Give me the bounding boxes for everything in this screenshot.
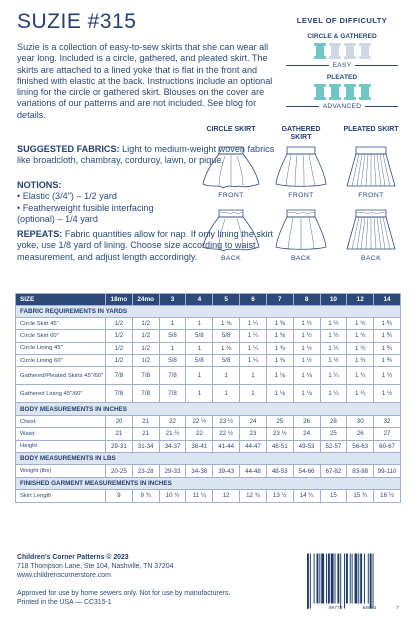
table-cell: 23-28 [132, 465, 159, 477]
barcode-digit-group: 7 [396, 606, 399, 611]
table-section-row [16, 453, 401, 465]
barcode-bar [360, 554, 362, 604]
barcode-bar [364, 554, 365, 604]
section-title: BODY MEASUREMENTS IN LBS [16, 453, 401, 465]
table-cell: 1 ⅜ [266, 342, 293, 354]
table-cell: 28 [320, 415, 347, 427]
scale-label-advanced: ADVANCED [322, 103, 362, 110]
barcode-bar [368, 554, 369, 604]
table-row [16, 342, 401, 354]
front-label: FRONT [218, 192, 244, 199]
front-label: FRONT [358, 192, 384, 199]
table-cell: 20-25 [106, 465, 133, 477]
spool-icon [314, 43, 326, 59]
table-cell: 7/8 [159, 367, 186, 385]
table-cell: 41-44 [213, 440, 240, 452]
table-cell: 1 ⅜ [266, 317, 293, 329]
table-cell: 1/2 [106, 342, 133, 354]
size-header: 4 [186, 294, 213, 306]
notions-item: • Featherweight fusible interfacing (optional) – 1/4 yard [17, 203, 187, 226]
table-cell: 32 [374, 415, 401, 427]
table-section-row [16, 403, 401, 415]
row-label: Gathered Lining 45"/60" [16, 385, 106, 403]
back-label: BACK [360, 255, 382, 262]
table-cell: 1 [213, 385, 240, 403]
barcode-bar [317, 554, 319, 604]
table-cell: 5/8 [159, 355, 186, 367]
table-cell: 31-34 [132, 440, 159, 452]
table-cell: 25 [266, 415, 293, 427]
table-cell: 1 [213, 367, 240, 385]
size-chart-table [15, 293, 401, 503]
table-cell: 44-48 [240, 465, 267, 477]
table-cell: 1 [186, 367, 213, 385]
table-row [16, 385, 401, 403]
size-header: 10 [320, 294, 347, 306]
repeats-label: REPEATS: [17, 229, 63, 239]
table-cell: 29-33 [159, 465, 186, 477]
table-cell: 1 ⅜ [266, 355, 293, 367]
table-cell: 1 ⅛ [293, 385, 320, 403]
table-cell: 1/2 [132, 342, 159, 354]
barcode-digit-group: 88883 [362, 606, 377, 611]
table-cell: 1 ½ [374, 385, 401, 403]
table-cell: 1 [240, 385, 267, 403]
footer-notes [17, 589, 230, 607]
barcode-bar [355, 554, 358, 604]
table-row [16, 490, 401, 502]
table-cell: 1/2 [132, 330, 159, 342]
table-cell: 7/8 [106, 367, 133, 385]
row-label: Waist [16, 428, 106, 440]
row-label: Circle Lining 45" [16, 342, 106, 354]
table-cell: 1 ¾ [347, 342, 374, 354]
table-cell: 1 ¼ [320, 367, 347, 385]
spool-icon [359, 84, 371, 100]
table-cell: 1 [159, 317, 186, 329]
barcode-bar [331, 554, 334, 604]
table-cell: 21 [132, 428, 159, 440]
page-title: SUZIE #315 [17, 10, 137, 33]
size-header: 24mo [132, 294, 159, 306]
table-cell: 29-31 [106, 440, 133, 452]
table-cell: 23 [240, 428, 267, 440]
table-cell: 12 [213, 490, 240, 502]
table-cell: 1 ¼ [320, 385, 347, 403]
table-cell: 21 [106, 428, 133, 440]
table-cell: 49-53 [293, 440, 320, 452]
section-title: BODY MEASUREMENTS IN INCHES [16, 403, 401, 415]
table-cell: 1 ⅗ [374, 330, 401, 342]
spool-icon [344, 84, 356, 100]
table-cell: 24 [293, 428, 320, 440]
row-label: Height [16, 440, 106, 452]
circle-skirt-heading: CIRCLE SKIRT [206, 126, 256, 133]
table-cell: 1 ¾ [347, 330, 374, 342]
scale-line [286, 65, 329, 66]
row-label: Circle Lining 60" [16, 355, 106, 367]
table-row [16, 330, 401, 342]
table-cell: 12 ¾ [240, 490, 267, 502]
barcode-digits [306, 606, 399, 611]
table-cell: 1 ⅛ [266, 385, 293, 403]
difficulty-scale-easy [286, 62, 398, 69]
table-cell: 1/2 [106, 355, 133, 367]
usage-note: Approved for use by home sewers only. Not for use by manufacturers. [17, 590, 231, 597]
barcode-bar [350, 554, 351, 604]
difficulty-scale-advanced [286, 103, 398, 110]
difficulty-level2-spools [286, 84, 398, 100]
gathered-skirt-front [271, 126, 331, 199]
table-section-row [16, 305, 401, 317]
table-cell: 1 ¼ [240, 355, 267, 367]
company-website[interactable]: www.childrenscornerstore.com [17, 572, 111, 579]
barcode-bar [352, 554, 353, 604]
table-cell: 52-57 [320, 440, 347, 452]
table-cell: 16 ½ [374, 490, 401, 502]
table-cell: 7/8 [159, 385, 186, 403]
spool-icon [344, 43, 356, 59]
table-cell: 1 ¾ [347, 355, 374, 367]
circle-skirt-front [201, 126, 261, 199]
barcode-bar [373, 554, 374, 609]
circle-skirt-back-drawing [201, 207, 261, 253]
table-cell: 1 ¾ [347, 317, 374, 329]
back-label: BACK [220, 255, 242, 262]
pleated-skirt-front-drawing [341, 144, 401, 190]
table-cell: 1 ½ [293, 330, 320, 342]
table-header-row [16, 294, 401, 306]
table-cell: 1 ½ [293, 342, 320, 354]
gathered-skirt-heading: GATHERED SKIRT [281, 126, 321, 141]
table-cell: 1/2 [132, 317, 159, 329]
company-address: 718 Thompson Lane, Ste 104, Nashville, TN 37204 [17, 563, 174, 570]
table-row [16, 367, 401, 385]
table-cell: 1 ¼ [240, 330, 267, 342]
size-header: 14 [374, 294, 401, 306]
row-label: Circle Skirt 60" [16, 330, 106, 342]
difficulty-heading: LEVEL OF DIFFICULTY [296, 16, 388, 25]
table-cell: 56-63 [347, 440, 374, 452]
table-cell: 1 ⅗ [374, 355, 401, 367]
skirt-front-row [201, 126, 401, 199]
barcode-bar [344, 554, 345, 609]
barcode-bar [310, 554, 311, 609]
barcode-bar [328, 554, 330, 604]
barcode-digit-group: 1 [306, 606, 309, 611]
table-row [16, 465, 401, 477]
table-cell: 1 ¼ [240, 317, 267, 329]
difficulty-level1-label: CIRCLE & GATHERED [307, 33, 377, 40]
difficulty-panel [286, 16, 398, 110]
table-cell: 22 ½ [213, 428, 240, 440]
section-title: FABRIC REQUIREMENTS IN YARDS [16, 305, 401, 317]
table-cell: 1 ⅛ [213, 317, 240, 329]
table-cell: 1/2 [106, 330, 133, 342]
table-cell: 15 ¾ [347, 490, 374, 502]
scale-line [286, 106, 319, 107]
table-cell: 5/8 [186, 355, 213, 367]
table-cell: 21 ½ [159, 428, 186, 440]
table-cell: 34-37 [159, 440, 186, 452]
table-cell: 7/8 [132, 367, 159, 385]
table-cell: 1 ½ [293, 317, 320, 329]
table-cell: 60-67 [374, 440, 401, 452]
barcode-bar [314, 554, 315, 604]
table-cell: 1 ½ [293, 355, 320, 367]
pleated-skirt-heading: PLEATED SKIRT [343, 126, 399, 133]
size-header: 7 [266, 294, 293, 306]
scale-line [355, 65, 398, 66]
table-cell: 54-66 [293, 465, 320, 477]
footer-contact [17, 553, 173, 580]
table-cell: 48-51 [266, 440, 293, 452]
size-header: 12 [347, 294, 374, 306]
table-cell: 21 [132, 415, 159, 427]
spool-icon [329, 84, 341, 100]
table-cell: 11 ¼ [186, 490, 213, 502]
table-cell: 15 [320, 490, 347, 502]
row-label: Skirt Length [16, 490, 106, 502]
table-row [16, 317, 401, 329]
table-cell: 1 ½ [374, 367, 401, 385]
table-cell: 1/2 [132, 355, 159, 367]
table-cell: 1 ½ [320, 330, 347, 342]
barcode [305, 551, 400, 611]
circle-skirt-back [201, 207, 261, 262]
table-cell: 1 ¼ [240, 342, 267, 354]
back-label: BACK [290, 255, 312, 262]
table-cell: 24 [240, 415, 267, 427]
table-cell: 5/8 [186, 330, 213, 342]
table-section-row [16, 477, 401, 489]
table-cell: 1 ½ [320, 317, 347, 329]
size-header: 8 [293, 294, 320, 306]
barcode-bar [346, 554, 348, 604]
table-cell: 22 ½ [186, 415, 213, 427]
table-cell: 1 ⅛ [213, 342, 240, 354]
pattern-description: Suzie is a collection of easy-to-sew skirts that she can wear all year long. Included is a circle, gathered, and pleated skirt. The skirts are attached to a lined yoke that is flat in the front and finished with elastic at the back. Instructions include an optional lining for the circle or gathered skirt. Blouses on the cover are variations of our patterns and are not included. See blog for details. [17, 42, 273, 120]
spool-icon [359, 43, 371, 59]
table-cell: 14 ¼ [293, 490, 320, 502]
table-cell: 44-47 [240, 440, 267, 452]
table-cell: 1 [240, 367, 267, 385]
size-header: 6 [240, 294, 267, 306]
gathered-skirt-back-drawing [271, 207, 331, 253]
skirt-back-row [201, 207, 401, 262]
barcode-bar [307, 554, 309, 609]
table-cell: 22 [186, 428, 213, 440]
barcode-bar [321, 554, 324, 604]
table-cell: 27 [374, 428, 401, 440]
table-cell: 5/8 [213, 355, 240, 367]
table-row [16, 428, 401, 440]
table-cell: 1 ½ [320, 355, 347, 367]
scale-line [365, 106, 398, 107]
table-cell: 30 [347, 415, 374, 427]
table-cell: 1 ⅛ [266, 367, 293, 385]
table-cell: 48-53 [266, 465, 293, 477]
table-cell: 38-41 [186, 440, 213, 452]
row-label: Circle Skirt 45" [16, 317, 106, 329]
table-cell: 83-98 [347, 465, 374, 477]
table-cell: 1 ½ [320, 342, 347, 354]
barcode-bar [319, 554, 320, 604]
table-cell: 1 ¼ [347, 367, 374, 385]
table-cell: 10 ½ [159, 490, 186, 502]
table-cell: 1 ⅛ [293, 367, 320, 385]
table-body [16, 305, 401, 502]
scale-label-easy: EASY [332, 62, 352, 69]
table-cell: 1 [159, 342, 186, 354]
table-cell: 7/8 [106, 385, 133, 403]
barcode-bar [370, 554, 372, 609]
barcode-bar [335, 554, 336, 604]
table-cell: 22 [159, 415, 186, 427]
table-cell: 9 [106, 490, 133, 502]
size-column-header: SIZE [16, 294, 106, 306]
table-cell: 5/8 [213, 330, 240, 342]
table-cell: 7/8 [132, 385, 159, 403]
table-row [16, 355, 401, 367]
table-cell: 1 [186, 385, 213, 403]
row-label: Chest [16, 415, 106, 427]
repeats-text: Fabric quantities allow for nap. If only lining the skirt yoke, use 1/8 yard of lining. Choose size according to waist measurement, and adjust length accordingly. [17, 229, 274, 262]
difficulty-level1-spools [286, 43, 398, 59]
print-note: Printed in the USA — CC315-1 [17, 599, 112, 606]
barcode-bar [340, 554, 341, 609]
suggested-fabrics-label: SUGGESTED FABRICS: [17, 144, 120, 154]
row-label: Gathered/Pleated Skirts 45"/60" [16, 367, 106, 385]
gathered-skirt-back [271, 207, 331, 262]
size-header: 5 [213, 294, 240, 306]
spool-icon [329, 43, 341, 59]
table-cell: 1 ⅗ [374, 317, 401, 329]
gathered-skirt-front-drawing [271, 144, 331, 190]
barcode-bar [326, 554, 327, 604]
notions-label: NOTIONS: [17, 180, 62, 190]
table-cell: 26 [293, 415, 320, 427]
front-label: FRONT [288, 192, 314, 199]
barcode-bar [337, 554, 339, 604]
table-cell: 1 ⅜ [266, 330, 293, 342]
table-cell: 34-38 [186, 465, 213, 477]
table-cell: 1 [186, 317, 213, 329]
table-row [16, 415, 401, 427]
suggested-fabrics-text: Light to medium-weight woven fabrics like broadcloth, chambray, corduroy, lawn, or pique. [17, 144, 275, 166]
table-cell: 39-43 [213, 465, 240, 477]
table-cell: 13 ½ [266, 490, 293, 502]
table-cell: 1 ¼ [347, 385, 374, 403]
pleated-skirt-front [341, 126, 401, 199]
table-cell: 99-110 [374, 465, 401, 477]
table-cell: 9 ¾ [132, 490, 159, 502]
table-cell: 26 [347, 428, 374, 440]
size-header: 18mo [106, 294, 133, 306]
table-row [16, 440, 401, 452]
company-name: Children's Corner Patterns © 2023 [17, 554, 129, 561]
section-title: FINISHED GARMENT MEASUREMENTS IN INCHES [16, 477, 401, 489]
table-cell: 1 ⅗ [374, 342, 401, 354]
pleated-skirt-back-drawing [341, 207, 401, 253]
barcode-bar [358, 554, 359, 604]
size-header: 3 [159, 294, 186, 306]
skirt-illustrations [201, 126, 401, 262]
spool-icon [314, 84, 326, 100]
table-cell: 1/2 [106, 317, 133, 329]
circle-skirt-front-drawing [201, 144, 261, 190]
table-cell: 5/8 [159, 330, 186, 342]
table-cell: 25 [320, 428, 347, 440]
table-cell: 23 ½ [266, 428, 293, 440]
table-cell: 1 [186, 342, 213, 354]
table-cell: 23 ½ [213, 415, 240, 427]
difficulty-level2-label: PLEATED [326, 74, 358, 81]
table-cell: 20 [106, 415, 133, 427]
row-label: Weight (lbs) [16, 465, 106, 477]
barcode-digit-group: 09770 [328, 606, 343, 611]
table-cell: 67-82 [320, 465, 347, 477]
pleated-skirt-back [341, 207, 401, 262]
notions-item: • Elastic (3/4") – 1/2 yard [17, 191, 285, 202]
